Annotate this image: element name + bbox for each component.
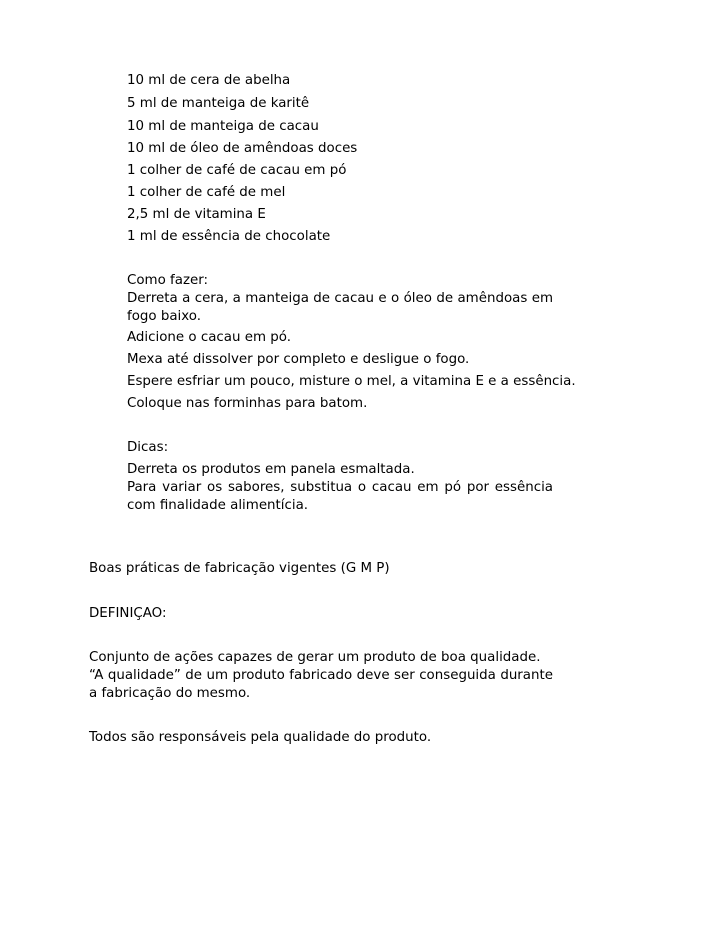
dicas-item: Derreta os produtos em panela esmaltada.	[127, 462, 415, 477]
definicao-line: Conjunto de ações capazes de gerar um produto de boa qualidade.	[89, 650, 541, 665]
ingredient-line: 5 ml de manteiga de karitê	[127, 96, 310, 111]
ingredient-line: 2,5 ml de vitamina E	[127, 207, 266, 222]
definicao-line: “A qualidade” de um produto fabricado deve ser conseguida durante a fabricação do mesmo.	[89, 668, 553, 701]
como-fazer-step: Mexa até dissolver por completo e desligue o fogo.	[127, 352, 470, 367]
ingredient-line: 10 ml de cera de abelha	[127, 73, 291, 88]
como-fazer-heading: Como fazer:	[127, 273, 209, 288]
closing-statement: Todos são responsáveis pela qualidade do produto.	[89, 730, 432, 745]
ingredient-line: 10 ml de óleo de amêndoas doces	[127, 141, 358, 156]
como-fazer-step: Adicione o cacau em pó.	[127, 330, 291, 345]
como-fazer-step: Coloque nas forminhas para batom.	[127, 396, 368, 411]
como-fazer-step: Espere esfriar um pouco, misture o mel, a vitamina E e a essência.	[127, 374, 576, 389]
ingredient-line: 1 colher de café de mel	[127, 185, 286, 200]
ingredient-line: 1 ml de essência de chocolate	[127, 229, 331, 244]
dicas-item: Para variar os sabores, substitua o cacau em pó por essência com finalidade alimentícia.	[127, 480, 553, 513]
como-fazer-step: Derreta a cera, a manteiga de cacau e o óleo de amêndoas em fogo baixo.	[127, 291, 553, 324]
gmp-title: Boas práticas de fabricação vigentes (G M P)	[89, 561, 390, 576]
definicao-heading: DEFINIÇAO:	[89, 606, 167, 621]
ingredient-line: 10 ml de manteiga de cacau	[127, 119, 319, 134]
dicas-heading: Dicas:	[127, 440, 169, 455]
ingredient-line: 1 colher de café de cacau em pó	[127, 163, 347, 178]
